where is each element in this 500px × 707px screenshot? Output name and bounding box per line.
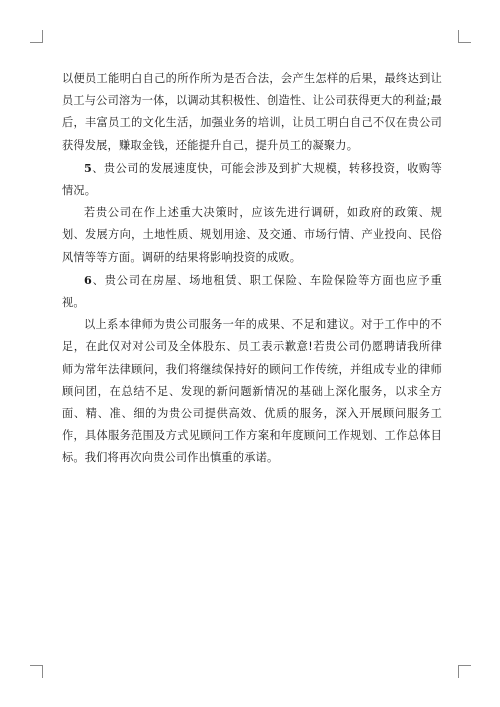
crop-mark-top-right (458, 30, 471, 43)
item-number: 5 (84, 160, 92, 175)
paragraph-text: 以便员工能明白自己的所作所为是否合法，会产生怎样的后果，最终达到让员工与公司溶为一体，以调动其积极性、创造性、让公司获得更大的利益;最后，丰富员工的文化生活，加强业务的培训，让员工明白自己不仅在贵公司获得发展，赚取金钱，还能提升自己，提升员工的凝聚力。 (62, 72, 442, 152)
paragraph-employee-training (62, 68, 442, 157)
paragraph-investment-research (62, 202, 442, 269)
paragraph-text: 若贵公司在作上述重大决策时，应该先进行调研，如政府的政策、规划、发展方向，土地性质、规划用途、及交通、市场行情、产业投向、民俗风情等等方面。调研的结果将影响投资的成败。 (62, 206, 442, 264)
paragraph-text: 以上系本律师为贵公司服务一年的成果、不足和建议。对于工作中的不足，在此仅对对公司及全体股东、员工表示歉意!若贵公司仍愿聘请我所律师为常年法律顾问，我们将继续保持好的顾问工作传统，并组成专业的律师顾问团，在总结不足、发现的新问题新情况的基础上深化服务，以求全方面、精、准、细的为贵公司提供高效、优质的服务，深入开展顾问服务工作，具体服务范围及方式见顾问工作方案和年度顾问工作规划、工作总体目标。我们将再次向贵公司作出慎重的承诺。 (62, 318, 442, 465)
crop-mark-bottom-right (458, 665, 471, 678)
paragraph-text: 、贵公司的发展速度快，可能会涉及到扩大规模，转移投资，收购等情况。 (62, 161, 442, 198)
paragraph-item-6 (62, 269, 442, 314)
paragraph-item-5 (62, 157, 442, 202)
crop-mark-bottom-left (30, 665, 43, 678)
item-number: 6 (84, 272, 92, 287)
crop-mark-top-left (30, 30, 43, 43)
document-body (62, 68, 442, 470)
paragraph-text: 、贵公司在房屋、场地租赁、职工保险、车险保险等方面也应予重视。 (62, 273, 442, 310)
paragraph-closing-summary (62, 314, 442, 469)
